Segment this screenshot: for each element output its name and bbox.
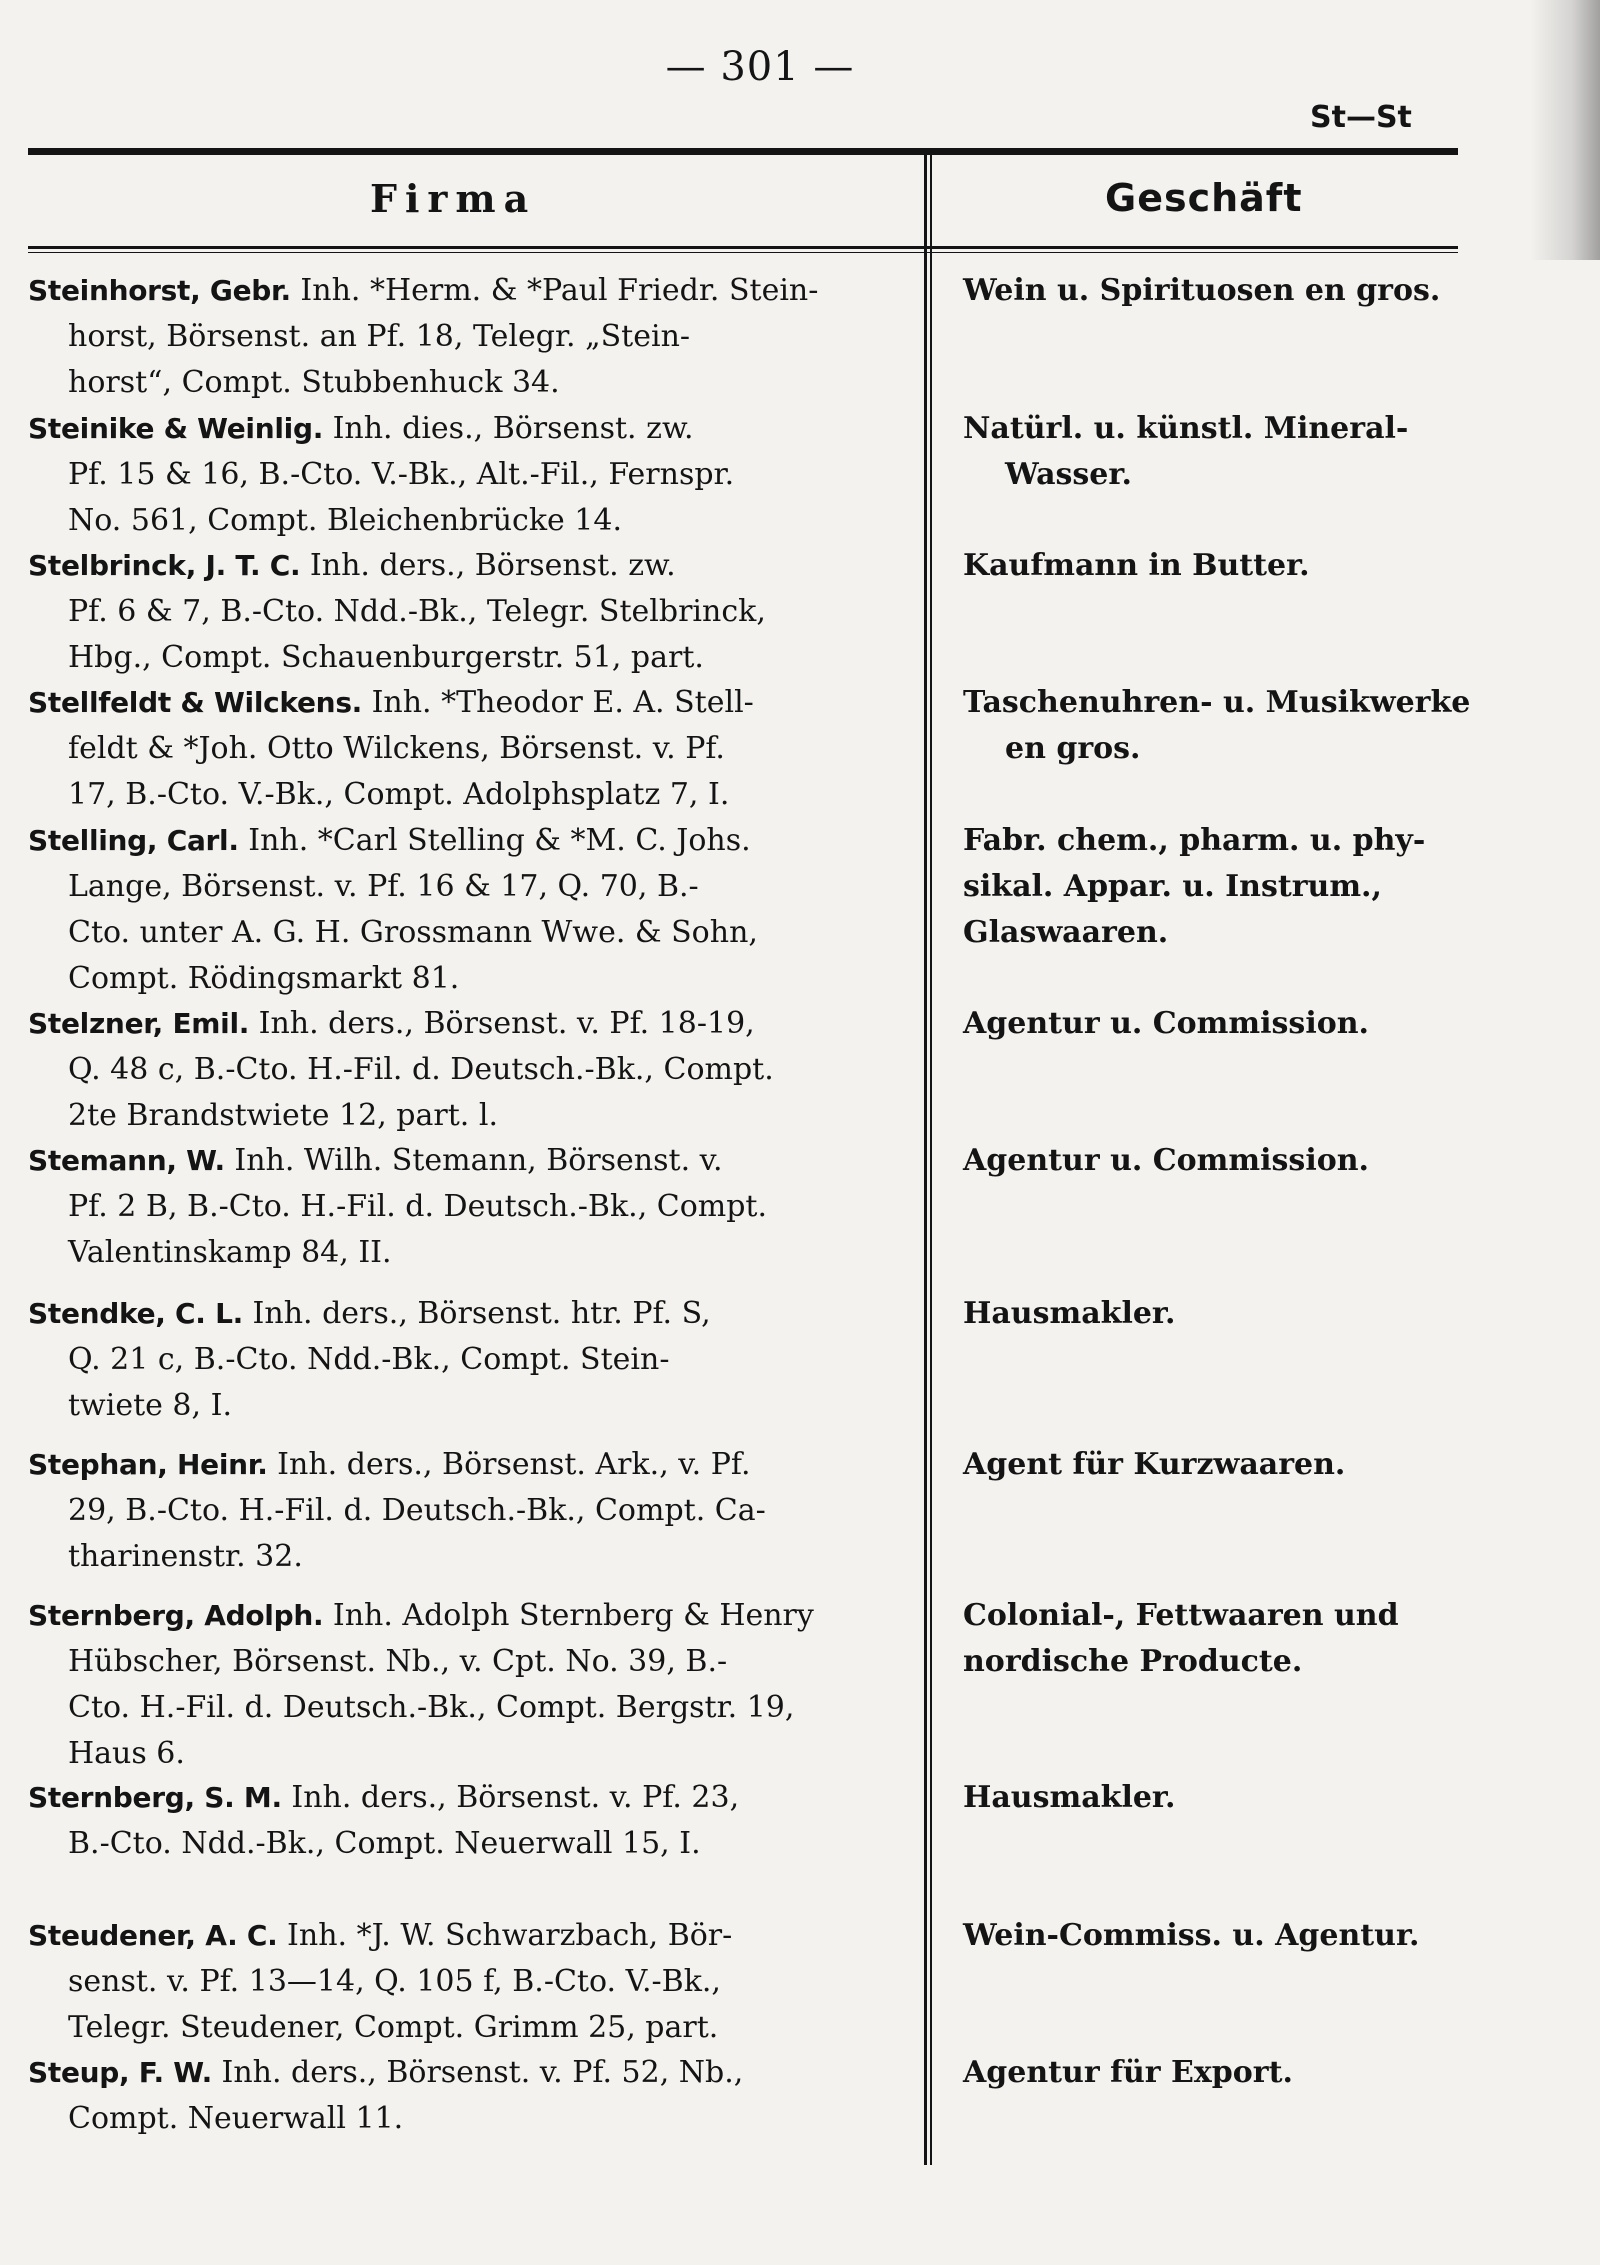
firm-first-line bbox=[28, 1913, 908, 1959]
firm-detail: No. 561, Compt. Bleichenbrücke 14. bbox=[68, 503, 623, 538]
firm-text bbox=[28, 1001, 908, 1139]
firm-name: Sternberg, Adolph. bbox=[28, 1599, 324, 1632]
firm-name: Steudener, A. C. bbox=[28, 1919, 278, 1952]
header-rule-thin bbox=[28, 252, 1458, 253]
firm-detail: 2te Brandstwiete 12, part. l. bbox=[68, 1098, 498, 1133]
firm-detail: Q. 48 c, B.-Cto. H.-Fil. d. Deutsch.-Bk., Compt. bbox=[68, 1052, 774, 1087]
firm-name: Steinike & Weinlig. bbox=[28, 412, 324, 445]
firm-detail: feldt & *Joh. Otto Wilckens, Börsenst. v. Pf. bbox=[68, 731, 725, 766]
firm-continuation-line bbox=[28, 1488, 908, 1534]
firm-continuation-line bbox=[28, 1639, 908, 1685]
column-header-firma: Firma bbox=[370, 176, 537, 221]
firm-continuation-line bbox=[28, 452, 908, 498]
firm-text bbox=[28, 818, 908, 1002]
firm-continuation-line bbox=[28, 1821, 908, 1867]
firm-detail: Telegr. Steudener, Compt. Grimm 25, part. bbox=[68, 2010, 719, 2045]
firm-continuation-line bbox=[28, 1383, 908, 1429]
firm-detail: tharinenstr. 32. bbox=[68, 1539, 303, 1574]
firm-detail: Compt. Neuerwall 11. bbox=[68, 2101, 404, 2136]
firm-continuation-line bbox=[28, 589, 908, 635]
business-text bbox=[963, 406, 1443, 498]
firm-continuation-line bbox=[28, 772, 908, 818]
firm-name: Stelbrinck, J. T. C. bbox=[28, 549, 301, 582]
firm-text bbox=[28, 268, 908, 406]
firm-detail: 29, B.-Cto. H.-Fil. d. Deutsch.-Bk., Compt. Ca- bbox=[68, 1493, 766, 1528]
firm-detail: 17, B.-Cto. V.-Bk., Compt. Adolphsplatz 7, I. bbox=[68, 777, 730, 812]
business-text bbox=[963, 1775, 1443, 1821]
firm-detail: Cto. H.-Fil. d. Deutsch.-Bk., Compt. Bergstr. 19, bbox=[68, 1690, 795, 1725]
business-line: Natürl. u. künstl. Mineral- bbox=[963, 411, 1409, 446]
firm-continuation-line bbox=[28, 1230, 908, 1276]
firm-continuation-line bbox=[28, 635, 908, 681]
business-text bbox=[963, 1593, 1443, 1685]
firm-detail: Hbg., Compt. Schauenburgerstr. 51, part. bbox=[68, 640, 704, 675]
firm-first-line bbox=[28, 1593, 908, 1639]
firm-name: Sternberg, S. M. bbox=[28, 1781, 282, 1814]
business-line: Hausmakler. bbox=[963, 1780, 1176, 1815]
business-line: Agentur für Export. bbox=[963, 2055, 1293, 2090]
business-text bbox=[963, 818, 1443, 956]
firm-continuation-line bbox=[28, 314, 908, 360]
business-line: Fabr. chem., pharm. u. phy- bbox=[963, 823, 1426, 858]
firm-continuation-line bbox=[28, 1093, 908, 1139]
firm-first-line bbox=[28, 680, 908, 726]
firm-first-line bbox=[28, 2050, 908, 2096]
firm-first-line bbox=[28, 268, 908, 314]
business-line: Taschenuhren- u. Musikwerke bbox=[963, 685, 1471, 720]
business-line: Kaufmann in Butter. bbox=[963, 548, 1310, 583]
firm-text bbox=[28, 1442, 908, 1580]
firm-first-line bbox=[28, 1291, 908, 1337]
firm-name: Stelling, Carl. bbox=[28, 824, 239, 857]
firm-detail: Inh. ders., Börsenst. v. Pf. 18-19, bbox=[249, 1006, 755, 1041]
top-rule bbox=[28, 148, 1458, 155]
firm-name: Stemann, W. bbox=[28, 1144, 225, 1177]
business-line: Agentur u. Commission. bbox=[963, 1006, 1369, 1041]
firm-first-line bbox=[28, 543, 908, 589]
firm-detail: Inh. *Herm. & *Paul Friedr. Stein- bbox=[290, 273, 819, 308]
firm-text bbox=[28, 406, 908, 544]
business-line: nordische Producte. bbox=[963, 1644, 1303, 1679]
firm-continuation-line bbox=[28, 1685, 908, 1731]
firm-name: Stelzner, Emil. bbox=[28, 1007, 250, 1040]
firm-detail: horst, Börsenst. an Pf. 18, Telegr. „Stein- bbox=[68, 319, 691, 354]
firm-first-line bbox=[28, 1775, 908, 1821]
firm-continuation-line bbox=[28, 910, 908, 956]
firm-name: Stendke, C. L. bbox=[28, 1297, 243, 1330]
business-line: Colonial-, Fettwaaren und bbox=[963, 1598, 1399, 1633]
firm-detail: Inh. *Carl Stelling & *M. C. Johs. bbox=[238, 823, 751, 858]
firm-detail: Inh. Adolph Sternberg & Henry bbox=[323, 1598, 814, 1633]
business-line: Wein u. Spirituosen en gros. bbox=[963, 273, 1441, 308]
column-header-geschaeft: Geschäft bbox=[1105, 176, 1303, 220]
header-rule bbox=[28, 246, 1458, 249]
business-text bbox=[963, 268, 1443, 314]
business-line: Agentur u. Commission. bbox=[963, 1143, 1369, 1178]
firm-text bbox=[28, 1775, 908, 1867]
firm-continuation-line bbox=[28, 864, 908, 910]
business-line: sikal. Appar. u. Instrum., bbox=[963, 869, 1382, 904]
business-line: Wasser. bbox=[1005, 457, 1132, 492]
firm-detail: Lange, Börsenst. v. Pf. 16 & 17, Q. 70, B.- bbox=[68, 869, 699, 904]
firm-text bbox=[28, 1593, 908, 1777]
business-line: Hausmakler. bbox=[963, 1296, 1176, 1331]
firm-detail: Pf. 15 & 16, B.-Cto. V.-Bk., Alt.-Fil., Fernspr. bbox=[68, 457, 735, 492]
firm-continuation-line bbox=[28, 1534, 908, 1580]
business-text bbox=[963, 1913, 1443, 1959]
firm-detail: Inh. *J. W. Schwarzbach, Bör- bbox=[277, 1918, 733, 1953]
page-range-label: St—St bbox=[1310, 100, 1412, 135]
firm-continuation-line bbox=[28, 360, 908, 406]
firm-continuation-line bbox=[28, 2096, 908, 2142]
firm-text bbox=[28, 2050, 908, 2142]
firm-first-line bbox=[28, 406, 908, 452]
firm-continuation-line bbox=[28, 1047, 908, 1093]
business-text bbox=[963, 1138, 1443, 1184]
firm-name: Steinhorst, Gebr. bbox=[28, 274, 291, 307]
firm-detail: Pf. 6 & 7, B.-Cto. Ndd.-Bk., Telegr. Stelbrinck, bbox=[68, 594, 766, 629]
business-line: Agent für Kurzwaaren. bbox=[963, 1447, 1346, 1482]
firm-detail: Cto. unter A. G. H. Grossmann Wwe. & Sohn, bbox=[68, 915, 758, 950]
firm-continuation-line bbox=[28, 2005, 908, 2051]
firm-first-line bbox=[28, 1442, 908, 1488]
column-divider bbox=[924, 155, 927, 2165]
business-text bbox=[963, 2050, 1443, 2096]
business-text bbox=[963, 1291, 1443, 1337]
firm-continuation-line bbox=[28, 1959, 908, 2005]
firm-detail: Haus 6. bbox=[68, 1736, 185, 1771]
firm-continuation-line bbox=[28, 956, 908, 1002]
firm-detail: B.-Cto. Ndd.-Bk., Compt. Neuerwall 15, I. bbox=[68, 1826, 701, 1861]
firm-continuation-line bbox=[28, 726, 908, 772]
firm-continuation-line bbox=[28, 1184, 908, 1230]
firm-name: Stellfeldt & Wilckens. bbox=[28, 686, 363, 719]
business-text bbox=[963, 680, 1471, 772]
firm-first-line bbox=[28, 1001, 908, 1047]
firm-continuation-line bbox=[28, 1337, 908, 1383]
firm-name: Steup, F. W. bbox=[28, 2056, 212, 2089]
firm-continuation-line bbox=[28, 498, 908, 544]
firm-first-line bbox=[28, 1138, 908, 1184]
firm-detail: Inh. *Theodor E. A. Stell- bbox=[362, 685, 754, 720]
firm-text bbox=[28, 543, 908, 681]
firm-detail: Hübscher, Börsenst. Nb., v. Cpt. No. 39, B.- bbox=[68, 1644, 728, 1679]
firm-detail: Inh. dies., Börsenst. zw. bbox=[323, 411, 694, 446]
business-line: Wein-Commiss. u. Agentur. bbox=[963, 1918, 1420, 1953]
firm-first-line bbox=[28, 818, 908, 864]
firm-detail: Pf. 2 B, B.-Cto. H.-Fil. d. Deutsch.-Bk., Compt. bbox=[68, 1189, 768, 1224]
page-number: — 301 — bbox=[665, 44, 855, 90]
firm-detail: twiete 8, I. bbox=[68, 1388, 232, 1423]
firm-text bbox=[28, 1138, 908, 1276]
firm-text bbox=[28, 1291, 908, 1429]
firm-detail: Inh. ders., Börsenst. htr. Pf. S, bbox=[242, 1296, 711, 1331]
firm-detail: Inh. Wilh. Stemann, Börsenst. v. bbox=[224, 1143, 723, 1178]
firm-detail: Compt. Rödingsmarkt 81. bbox=[68, 961, 460, 996]
business-text bbox=[963, 543, 1443, 589]
firm-detail: Q. 21 c, B.-Cto. Ndd.-Bk., Compt. Stein- bbox=[68, 1342, 670, 1377]
business-text bbox=[963, 1001, 1443, 1047]
firm-detail: Inh. ders., Börsenst. Ark., v. Pf. bbox=[267, 1447, 751, 1482]
firm-detail: Inh. ders., Börsenst. v. Pf. 23, bbox=[281, 1780, 740, 1815]
firm-detail: Valentinskamp 84, II. bbox=[68, 1235, 392, 1270]
business-line: Glaswaaren. bbox=[963, 915, 1169, 950]
scan-shadow bbox=[1530, 0, 1600, 260]
firm-continuation-line bbox=[28, 1731, 908, 1777]
firm-detail: senst. v. Pf. 13—14, Q. 105 f, B.-Cto. V.-Bk., bbox=[68, 1964, 721, 1999]
firm-detail: Inh. ders., Börsenst. v. Pf. 52, Nb., bbox=[211, 2055, 744, 2090]
firm-detail: Inh. ders., Börsenst. zw. bbox=[300, 548, 676, 583]
firm-text bbox=[28, 1913, 908, 2051]
business-text bbox=[963, 1442, 1443, 1488]
firm-detail: horst“, Compt. Stubbenhuck 34. bbox=[68, 365, 560, 400]
firm-text bbox=[28, 680, 908, 818]
business-line: en gros. bbox=[1005, 731, 1141, 766]
firm-name: Stephan, Heinr. bbox=[28, 1448, 268, 1481]
column-divider-second bbox=[930, 155, 932, 2165]
